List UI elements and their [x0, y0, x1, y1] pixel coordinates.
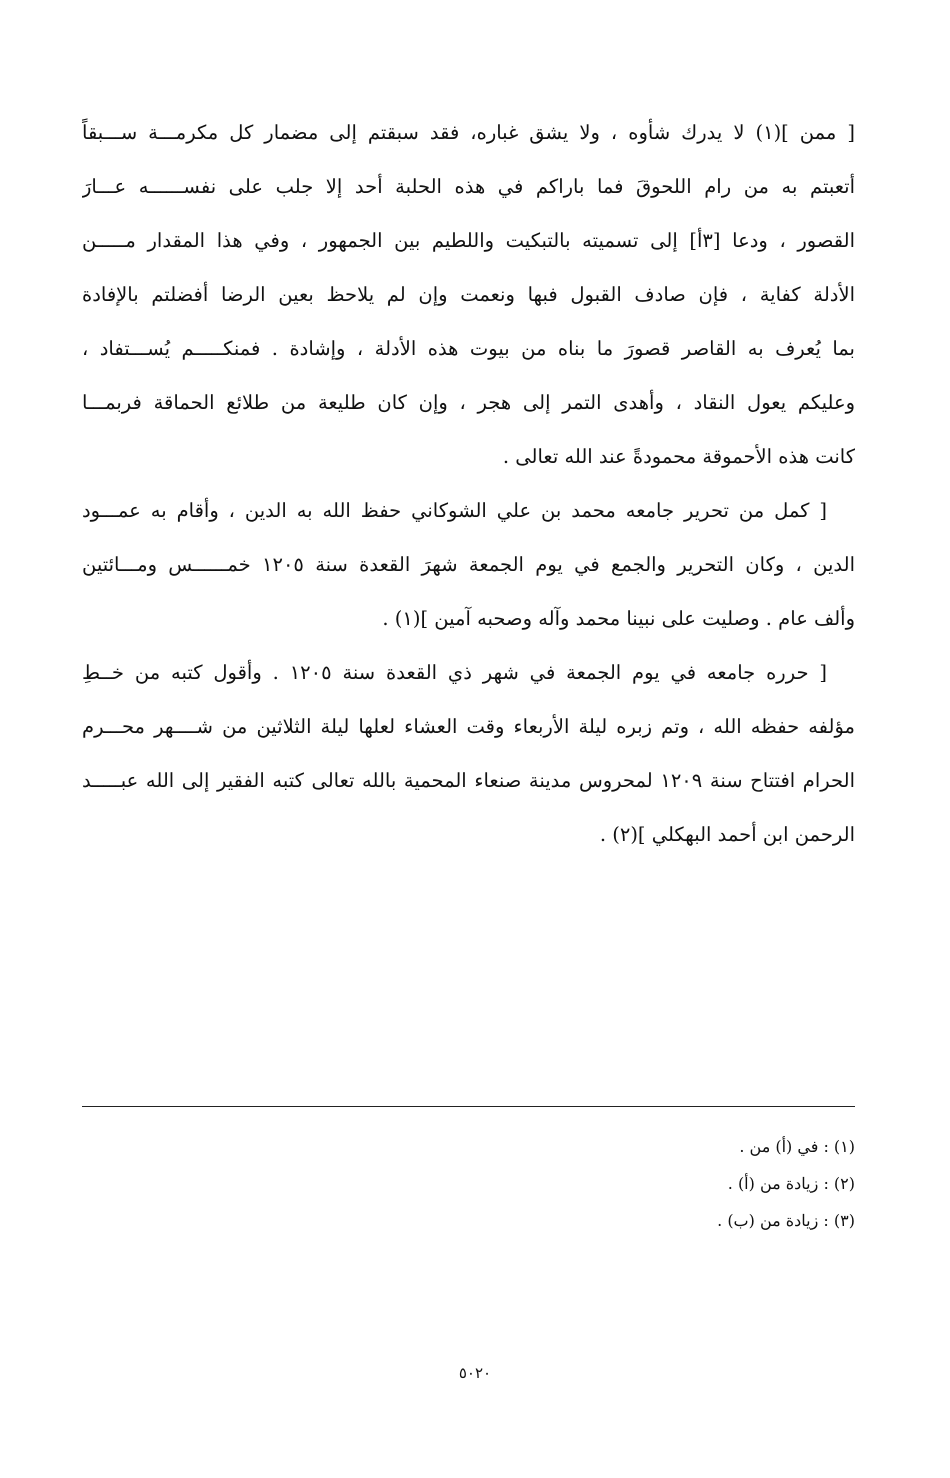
footnote-1: (١) : في (أ) من .: [739, 1137, 855, 1156]
paragraph-1: [82, 106, 855, 484]
text-line: الأدلة كفاية ، فإن صادف القبول فبها ونعمت وإن لم يلاحظ بعين الرضا أفضلتم بالإفادة: [82, 283, 855, 306]
text-line: بما يُعرف به القاصر قصورَ ما بناه من بيوت هذه الأدلة ، وإشادة . فمنكـــــم يُســـتفاد ،: [82, 337, 855, 360]
text-line: الحرام افتتاح سنة ١٢٠٩ لمحروس مدينة صنعاء المحمية بالله تعالى كتبه الفقير إلى الله عبـــــد: [82, 769, 855, 792]
text-line: [ حرره جامعه في يوم الجمعة في شهر ذي القعدة سنة ١٢٠٥ . وأقول كتبه من خــطِ: [82, 661, 828, 684]
text-line: القصور ، ودعا [٣أ] إلى تسميته بالتبكيت واللطيم بين الجمهور ، وفي هذا المقدار مـــــن: [82, 229, 855, 252]
text-line: [ ممن ](١) لا يدرك شأوه ، ولا يشق غباره، فقد سبقتم إلى مضمار كل مكرمـــة ســـبقاً: [82, 121, 855, 144]
text-line: وألف عام . وصليت على نبينا محمد وآله وصحبه آمين ](١) .: [382, 607, 855, 630]
paragraph-3: [82, 646, 855, 862]
footnote-separator: [82, 1106, 855, 1107]
main-text: [82, 106, 855, 862]
text-line: مؤلفه حفظه الله ، وتم زبره ليلة الأربعاء وقت العشاء لعلها ليلة الثلاثين من شــــهر محـــرم: [82, 715, 855, 738]
footnote-3: (٣) : زيادة من (ب) .: [717, 1211, 855, 1230]
text-line: أتعبتم به من رام اللحوقَ فما باراكم في هذه الحلبة أحد إلا جلب على نفســــــه عـــارَ: [82, 175, 855, 198]
page-number: ٥٠٢٠: [458, 1364, 492, 1382]
paragraph-2: [82, 484, 855, 646]
footnotes: [155, 1128, 855, 1239]
footnote-2: (٢) : زيادة من (أ) .: [727, 1174, 855, 1193]
text-line: وعليكم يعول النقاد ، وأهدى التمر إلى هجر ، وإن كان طليعة من طلائع الحماقة فربمـــا: [82, 391, 855, 414]
text-line: [ كمل من تحرير جامعه محمد بن علي الشوكاني حفظ الله به الدين ، وأقام به عمـــود: [82, 499, 827, 522]
text-line: كانت هذه الأحموقة محمودةً عند الله تعالى .: [502, 445, 855, 468]
text-line: الرحمن ابن أحمد البهكلي ](٢) .: [599, 823, 855, 846]
text-line: الدين ، وكان التحرير والجمع في يوم الجمعة شهرَ القعدة سنة ١٢٠٥ خمــــــس ومـــائتين: [82, 553, 855, 576]
